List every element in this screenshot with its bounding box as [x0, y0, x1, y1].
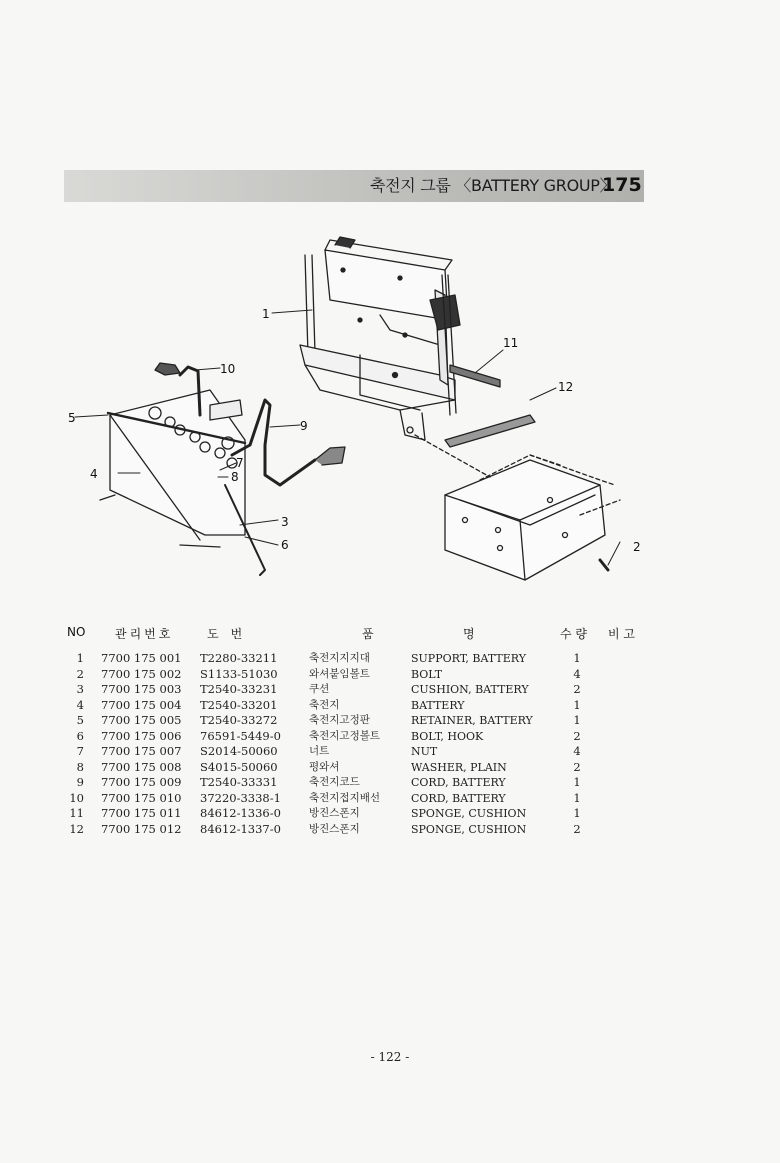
quantity: 4 — [573, 666, 581, 681]
group-number: 175 — [602, 174, 642, 196]
header-no: NO — [67, 625, 86, 639]
table-row — [0, 713, 780, 729]
table-row — [0, 698, 780, 714]
callout-2: 2 — [633, 540, 641, 554]
drawing-number: 84612-1337-0 — [200, 821, 281, 836]
callout-12: 12 — [558, 380, 574, 394]
quantity: 4 — [573, 744, 581, 758]
part-no: 11 — [69, 806, 84, 820]
part-name-korean: 축전지고정볼트 — [309, 729, 381, 742]
control-number: 7700 175 007 — [101, 744, 182, 758]
table-row — [0, 729, 780, 745]
part-no: 9 — [76, 775, 84, 789]
quantity: 2 — [573, 728, 581, 743]
header-drawing-number: 도 번 — [207, 627, 243, 641]
table-row — [0, 806, 780, 822]
quantity: 1 — [573, 697, 581, 712]
drawing-number: T2540-33331 — [200, 775, 278, 789]
part-name-english: SPONGE, CUSHION — [411, 807, 527, 820]
control-number: 7700 175 001 — [101, 651, 182, 665]
table-row — [0, 775, 780, 791]
callout-11: 11 — [503, 336, 519, 350]
drawing-number: S4015-50060 — [200, 759, 278, 774]
quantity: 1 — [573, 775, 581, 789]
battery-group-diagram — [60, 215, 660, 600]
part-no: 2 — [76, 666, 84, 681]
control-number: 7700 175 005 — [101, 713, 182, 727]
drawing-number: S1133-51030 — [200, 666, 278, 681]
part-name-korean: 축전지지지대 — [309, 652, 370, 664]
control-number: 7700 175 006 — [101, 728, 182, 743]
callout-7: 7 — [236, 456, 244, 470]
part-name-korean: 평와셔 — [309, 760, 340, 773]
part-name-english: CORD, BATTERY — [411, 791, 506, 805]
drawing-number: T2280-33211 — [200, 651, 278, 665]
header-quantity: 수 량 — [560, 627, 587, 641]
part-no: 6 — [76, 728, 84, 743]
callout-10: 10 — [220, 362, 236, 376]
quantity: 1 — [573, 790, 581, 805]
part-no: 8 — [76, 759, 84, 774]
drawing-number: 84612-1336-0 — [200, 806, 281, 820]
header-part-name-1: 품 — [362, 627, 374, 641]
parts-table — [0, 651, 780, 837]
part-name-english: NUT — [411, 745, 438, 758]
page-number: - 122 - — [370, 1050, 410, 1064]
part-no: 4 — [76, 697, 84, 712]
part-name-english: RETAINER, BATTERY — [411, 714, 533, 727]
drawing-number: 76591-5449-0 — [200, 728, 281, 743]
control-number: 7700 175 011 — [101, 806, 182, 820]
drawing-number: S2014-50060 — [200, 744, 278, 758]
quantity: 2 — [573, 682, 581, 696]
header-part-name-2: 명 — [463, 627, 475, 641]
callout-5: 5 — [68, 411, 76, 425]
control-number: 7700 175 012 — [101, 821, 182, 836]
part-name-english: SUPPORT, BATTERY — [411, 652, 526, 665]
header-remarks: 비 고 — [608, 627, 635, 641]
drawing-number: 37220-3338-1 — [200, 790, 281, 805]
chassis-frame-drawing — [415, 435, 620, 580]
sponge-11-drawing — [450, 365, 500, 387]
control-number: 7700 175 002 — [101, 666, 182, 681]
table-row — [0, 791, 780, 807]
quantity: 2 — [573, 821, 581, 836]
control-number: 7700 175 004 — [101, 697, 182, 712]
part-name-english: CORD, BATTERY — [411, 776, 506, 789]
table-row — [0, 760, 780, 776]
part-name-english: BOLT — [411, 667, 443, 681]
table-row — [0, 651, 780, 667]
control-number: 7700 175 010 — [101, 790, 182, 805]
page-title: 축전지 그룹 〈BATTERY GROUP〉 — [370, 176, 616, 195]
part-name-korean: 축전지 — [309, 698, 340, 711]
part-name-korean: 축전지코드 — [309, 776, 360, 788]
quantity: 2 — [573, 759, 581, 774]
quantity: 1 — [573, 651, 581, 665]
part-name-korean: 축전지고정판 — [309, 714, 370, 726]
table-row — [0, 822, 780, 838]
part-name-english: WASHER, PLAIN — [411, 760, 507, 774]
sponge-12-drawing — [445, 415, 535, 447]
part-name-korean: 방진스폰지 — [309, 807, 360, 819]
part-no: 1 — [76, 651, 84, 665]
drawing-number: T2540-33231 — [200, 682, 278, 696]
callout-9: 9 — [300, 419, 308, 433]
control-number: 7700 175 009 — [101, 775, 182, 789]
part-name-english: BATTERY — [411, 698, 465, 712]
part-no: 12 — [69, 821, 84, 836]
part-name-korean: 너트 — [309, 745, 330, 757]
drawing-number: T2540-33272 — [200, 713, 278, 727]
part-name-korean: 방진스폰지 — [309, 822, 360, 835]
part-no: 5 — [76, 713, 84, 727]
part-name-english: BOLT, HOOK — [411, 729, 484, 743]
callout-3: 3 — [281, 515, 289, 529]
part-no: 3 — [76, 682, 84, 696]
callout-6: 6 — [281, 538, 289, 552]
quantity: 1 — [573, 713, 581, 727]
battery-support-drawing — [300, 237, 460, 440]
part-name-korean: 쿠션 — [309, 683, 330, 695]
part-name-english: CUSHION, BATTERY — [411, 683, 529, 696]
drawing-number: T2540-33201 — [200, 697, 278, 712]
table-row — [0, 682, 780, 698]
part-name-korean: 축전지접지배선 — [309, 791, 381, 804]
quantity: 1 — [573, 806, 581, 820]
control-number: 7700 175 003 — [101, 682, 182, 696]
callout-4: 4 — [90, 467, 98, 481]
part-name-korean: 와셔붙임볼트 — [309, 667, 370, 680]
header-control-number: 관리번호 — [115, 627, 174, 641]
table-row — [0, 744, 780, 760]
control-number: 7700 175 008 — [101, 759, 182, 774]
part-name-english: SPONGE, CUSHION — [411, 822, 527, 836]
part-no: 10 — [69, 790, 84, 805]
callout-1: 1 — [262, 307, 270, 321]
callout-8: 8 — [231, 470, 239, 484]
table-row — [0, 667, 780, 683]
part-no: 7 — [76, 744, 84, 758]
